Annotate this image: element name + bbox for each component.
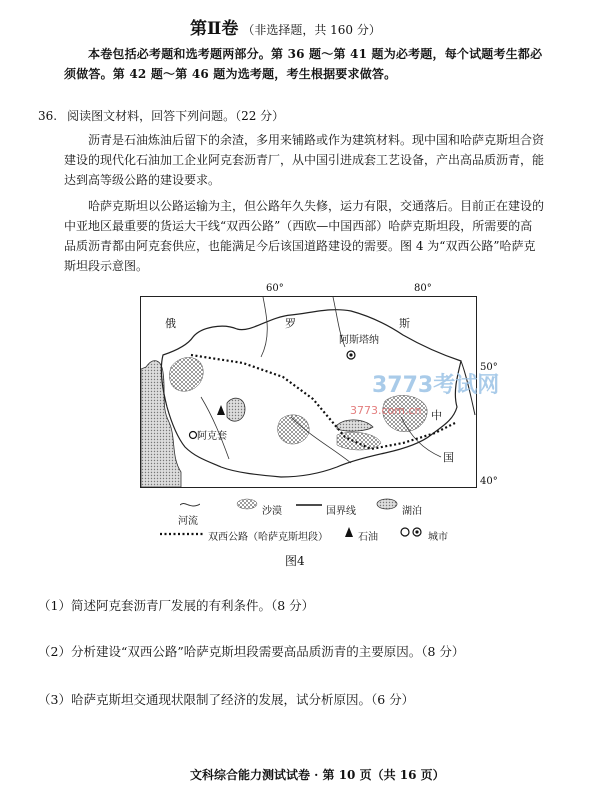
legend-desert: 沙漠 — [262, 506, 282, 517]
legend-city: 城市 — [428, 532, 448, 543]
oil-legend-icon — [344, 526, 354, 538]
latitude-label-50: 50° — [480, 362, 498, 373]
desert-west — [169, 357, 203, 391]
map-label-aktau: 阿克套 — [197, 431, 227, 442]
desert-southeast — [337, 432, 381, 450]
material-paragraph-1: 沥青是石油炼油后留下的余渣，多用来铺路或作为建筑材料。现中国和哈萨克斯坦合资建设的现代化石油加工企业阿克套沥青厂，从中国引进成套工艺设备，产出高品质沥青，能达到高等级公路的建设要求。 — [64, 133, 545, 187]
legend-river: 河流 — [178, 516, 198, 527]
desert-legend-icon — [236, 498, 258, 510]
legend-border: 国界线 — [326, 506, 356, 517]
legend-lake: 湖泊 — [402, 506, 422, 517]
aktau-city-marker — [190, 432, 197, 439]
map-label-china-2: 国 — [443, 451, 454, 464]
map-label-russia-1: 俄 — [165, 317, 176, 330]
legend-highway: 双西公路（哈萨克斯坦段） — [208, 532, 328, 543]
sub-question-2: （2）分析建设“双西公路”哈萨克斯坦段需要高品质沥青的主要原因。（8 分） — [38, 644, 465, 659]
map-label-russia-2: 罗 — [285, 317, 296, 330]
longitude-label-80: 80° — [414, 283, 432, 294]
section-subtitle: （非选择题，共 160 分） — [242, 23, 381, 37]
map-label-russia-3: 斯 — [399, 317, 410, 330]
question-36-number: 36. — [38, 109, 58, 123]
lake-legend-icon — [376, 498, 398, 510]
balkhash-lake — [337, 420, 373, 431]
section-title — [190, 14, 381, 39]
aral-sea — [227, 398, 245, 421]
latitude-label-40: 40° — [480, 476, 498, 487]
legend-oil: 石油 — [358, 532, 378, 543]
longitude-label-60: 60° — [266, 283, 284, 294]
question-36-instruction: 阅读图文材料，回答下列问题。（22 分） — [67, 109, 285, 123]
material-paragraph-2: 哈萨克斯坦以公路运输为主，但公路年久失修，运力有限，交通落后。目前正在建设的中亚地区最重要的货运大干线“双西公路”（西欧—中国西部）哈萨克斯坦段，所需要的高品质沥青都由阿克套供应，也能满足今后该国道路建设的需要。图 4 为“双西公路”哈萨克斯坦段示意图。 — [64, 199, 545, 273]
map-label-astana: 阿斯塔纳 — [339, 335, 379, 346]
border-legend-icon — [296, 500, 322, 510]
river-1 — [261, 297, 267, 357]
map-label-china-1: 中 — [431, 409, 442, 422]
figure-caption: 图4 — [285, 554, 305, 568]
watermark-brand: 3773考试网 — [372, 373, 500, 398]
section-intro: 本卷包括必考题和选考题两部分。第 36 题～第 41 题为必考题，每个试题考生都必须做答。第 42 题～第 46 题为选考题，考生根据要求做答。 — [64, 47, 543, 81]
page-footer: 文科综合能力测试试卷 · 第 10 页（共 16 页） — [190, 768, 445, 782]
sub-question-1: （1）简述阿克套沥青厂发展的有利条件。（8 分） — [38, 598, 315, 613]
sub-question-3: （3）哈萨克斯坦交通现状限制了经济的发展，试分析原因。（6 分） — [38, 692, 415, 707]
river-legend-icon — [180, 500, 200, 510]
section-title-text: 第Ⅱ卷 — [190, 19, 239, 39]
city-legend-icon — [400, 526, 424, 538]
question-36-header — [38, 106, 558, 126]
watermark-url: 3773.com.cn — [350, 404, 422, 417]
highway-legend-icon — [160, 530, 204, 538]
astana-city-dot — [349, 353, 352, 356]
oil-marker-icon — [217, 405, 225, 415]
